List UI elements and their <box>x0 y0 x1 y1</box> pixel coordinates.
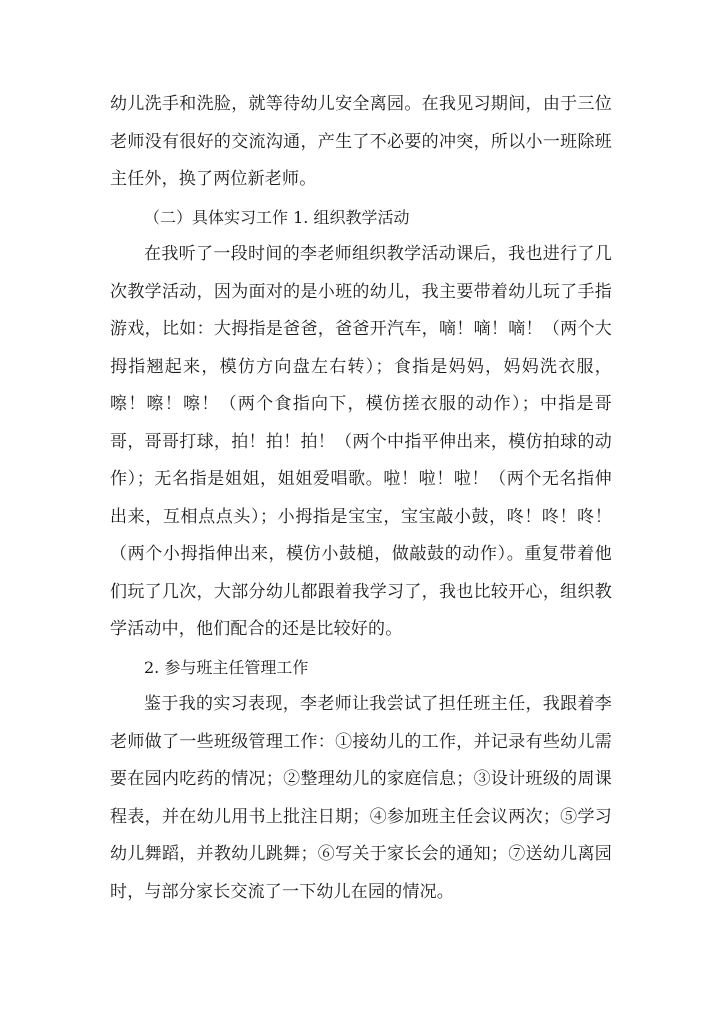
paragraph-finger-games: 在我听了一段时间的李老师组织教学活动课后，我也进行了几次教学活动，因为面对的是小班的幼儿，我主要带着幼儿玩了手指游戏，比如：大拇指是爸爸，爸爸开汽车，嘀！嘀！嘀！（两个大拇指翘起来，模仿方向盘左右转）；食指是妈妈，妈妈洗衣服，嚓！嚓！嚓！（两个食指向下，模仿搓衣服的动作）；中指是哥哥，哥哥打球，拍！拍！拍！（两个中指平伸出来，模仿拍球的动作）；无名指是姐姐，姐姐爱唱歌。啦！啦！啦！（两个无名指伸出来，互相点点头）；小拇指是宝宝，宝宝敲小鼓，咚！咚！咚！（两个小拇指伸出来，模仿小鼓槌，做敲鼓的动作）。重复带着他们玩了几次，大部分幼儿都跟着我学习了，我也比较开心，组织教学活动中，他们配合的还是比较好的。 <box>110 244 612 639</box>
section-heading-class-management: 2. 参与班主任管理工作 <box>144 657 309 677</box>
paragraph-class-management: 鉴于我的实习表现，李老师让我尝试了担任班主任，我跟着李老师做了一些班级管理工作：①接幼儿的工作，并记录有些幼儿需要在园内吃药的情况；②整理幼儿的家庭信息；③设计班级的周课程表，并在幼儿用书上批注日期；④参加班主任会议两次；⑤学习幼儿舞蹈，并教幼儿跳舞；⑥写关于家长会的通知；⑦送幼儿离园时，与部分家长交流了一下幼儿在园的情况。 <box>110 694 612 902</box>
paragraph-intro: 幼儿洗手和洗脸，就等待幼儿安全离园。在我见习期间，由于三位老师没有很好的交流沟通，产生了不必要的冲突，所以小一班除班主任外，换了两位新老师。 <box>110 94 612 189</box>
document-page <box>110 86 612 911</box>
section-heading-teaching: （二）具体实习工作 1. 组织教学活动 <box>144 207 410 227</box>
